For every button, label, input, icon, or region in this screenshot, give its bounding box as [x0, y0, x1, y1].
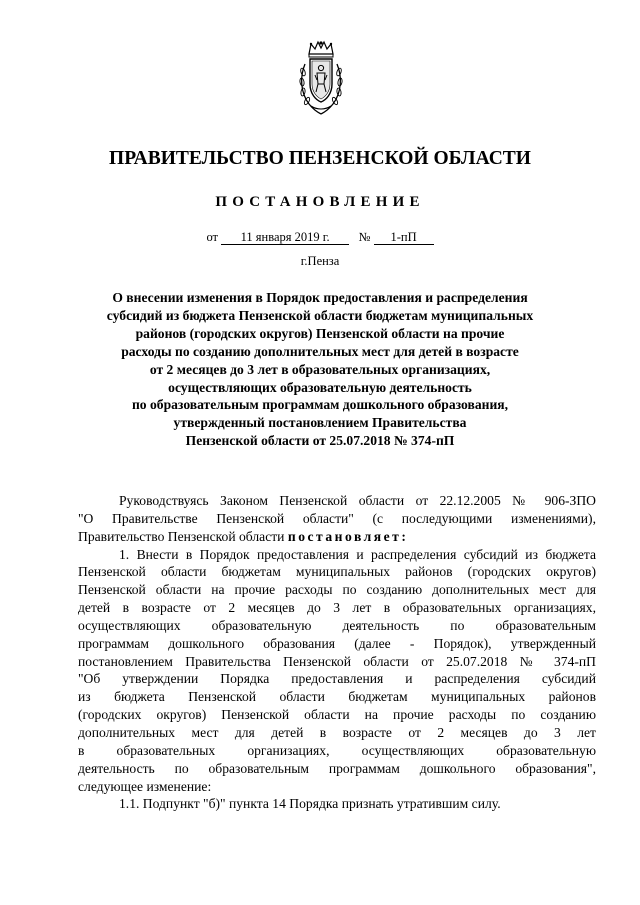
- heading-line: О внесении изменения в Порядок предоставления и распределения: [112, 290, 528, 305]
- preamble-prefix: Правительство Пензенской области: [78, 528, 285, 544]
- item1-line: следующее изменение:: [78, 778, 212, 794]
- number-prefix: №: [358, 230, 371, 244]
- item1-line: (городских округов) Пензенской области на прочие расходы по созданию: [78, 707, 596, 723]
- item1-line: Пензенской области бюджетам муниципальных районов (городских округов): [78, 564, 596, 580]
- item1-line: программам дошкольного образования (далее - Порядок), утвержденный: [78, 635, 596, 651]
- item1-line: деятельность по образовательным программам дошкольного образования",: [78, 760, 596, 776]
- heading-line: субсидий из бюджета Пензенской области бюджетам муниципальных: [106, 307, 534, 323]
- heading-line: районов (городских округов) Пензенской области на прочие: [135, 325, 505, 341]
- item1-line: Пензенской области на прочие расходы по созданию дополнительных мест для: [78, 582, 596, 598]
- item1-line: из бюджета Пензенской области бюджетам муниципальных районов: [78, 689, 596, 705]
- government-title: ПРАВИТЕЛЬСТВО ПЕНЗЕНСКОЙ ОБЛАСТИ: [109, 148, 531, 169]
- heading-line: утвержденный постановлением Правительства: [173, 415, 467, 431]
- document-number: 1-пП: [374, 230, 434, 245]
- document-type: ПОСТАНОВЛЕНИЕ: [215, 194, 425, 210]
- item1-line: осуществляющих образовательную деятельность по образовательным: [78, 617, 596, 633]
- city-name: г.Пенза: [300, 254, 340, 268]
- item1-line: "Об утверждении Порядка предоставления и распределения субсидий: [78, 671, 596, 687]
- item1-line: постановлением Правительства Пензенской области от 25.07.2018 № 374-пП: [78, 653, 596, 669]
- preamble-line: [78, 528, 596, 546]
- heading-line: расходы по созданию дополнительных мест для детей в возрасте: [121, 343, 519, 359]
- coat-of-arms-emblem: [297, 40, 345, 116]
- heading-line: Пензенской области от 25.07.2018 № 374-пП: [185, 433, 455, 449]
- item1-1-line: 1.1. Подпункт "б)" пункта 14 Порядка признать утратившим силу.: [119, 796, 501, 812]
- decree-word: постановляет:: [287, 528, 409, 544]
- heading-line: осуществляющих образовательную деятельность: [168, 379, 472, 395]
- date-prefix: от: [206, 230, 218, 244]
- item1-line: 1. Внести в Порядок предоставления и распределения субсидий из бюджета: [119, 546, 596, 562]
- document-date: 11 января 2019 г.: [221, 230, 349, 245]
- document-body: [78, 492, 596, 813]
- heading-line: по образовательным программам дошкольного образования,: [131, 397, 509, 413]
- item1-line: в образовательных организациях, осуществляющих образовательную: [78, 742, 596, 758]
- item1-line: детей в возрасте от 2 месяцев до 3 лет в образовательных организациях,: [78, 600, 596, 616]
- document-heading: [90, 289, 550, 450]
- preamble-line: "О Правительстве Пензенской области" (с последующими изменениями),: [78, 510, 596, 526]
- heading-line: от 2 месяцев до 3 лет в образовательных организациях,: [149, 361, 491, 377]
- date-number-line: [0, 230, 640, 245]
- preamble-line: Руководствуясь Законом Пензенской области от 22.12.2005 № 906-ЗПО: [119, 493, 596, 508]
- item1-line: дополнительных мест для детей в возрасте от 2 месяцев до 3 лет: [78, 724, 596, 740]
